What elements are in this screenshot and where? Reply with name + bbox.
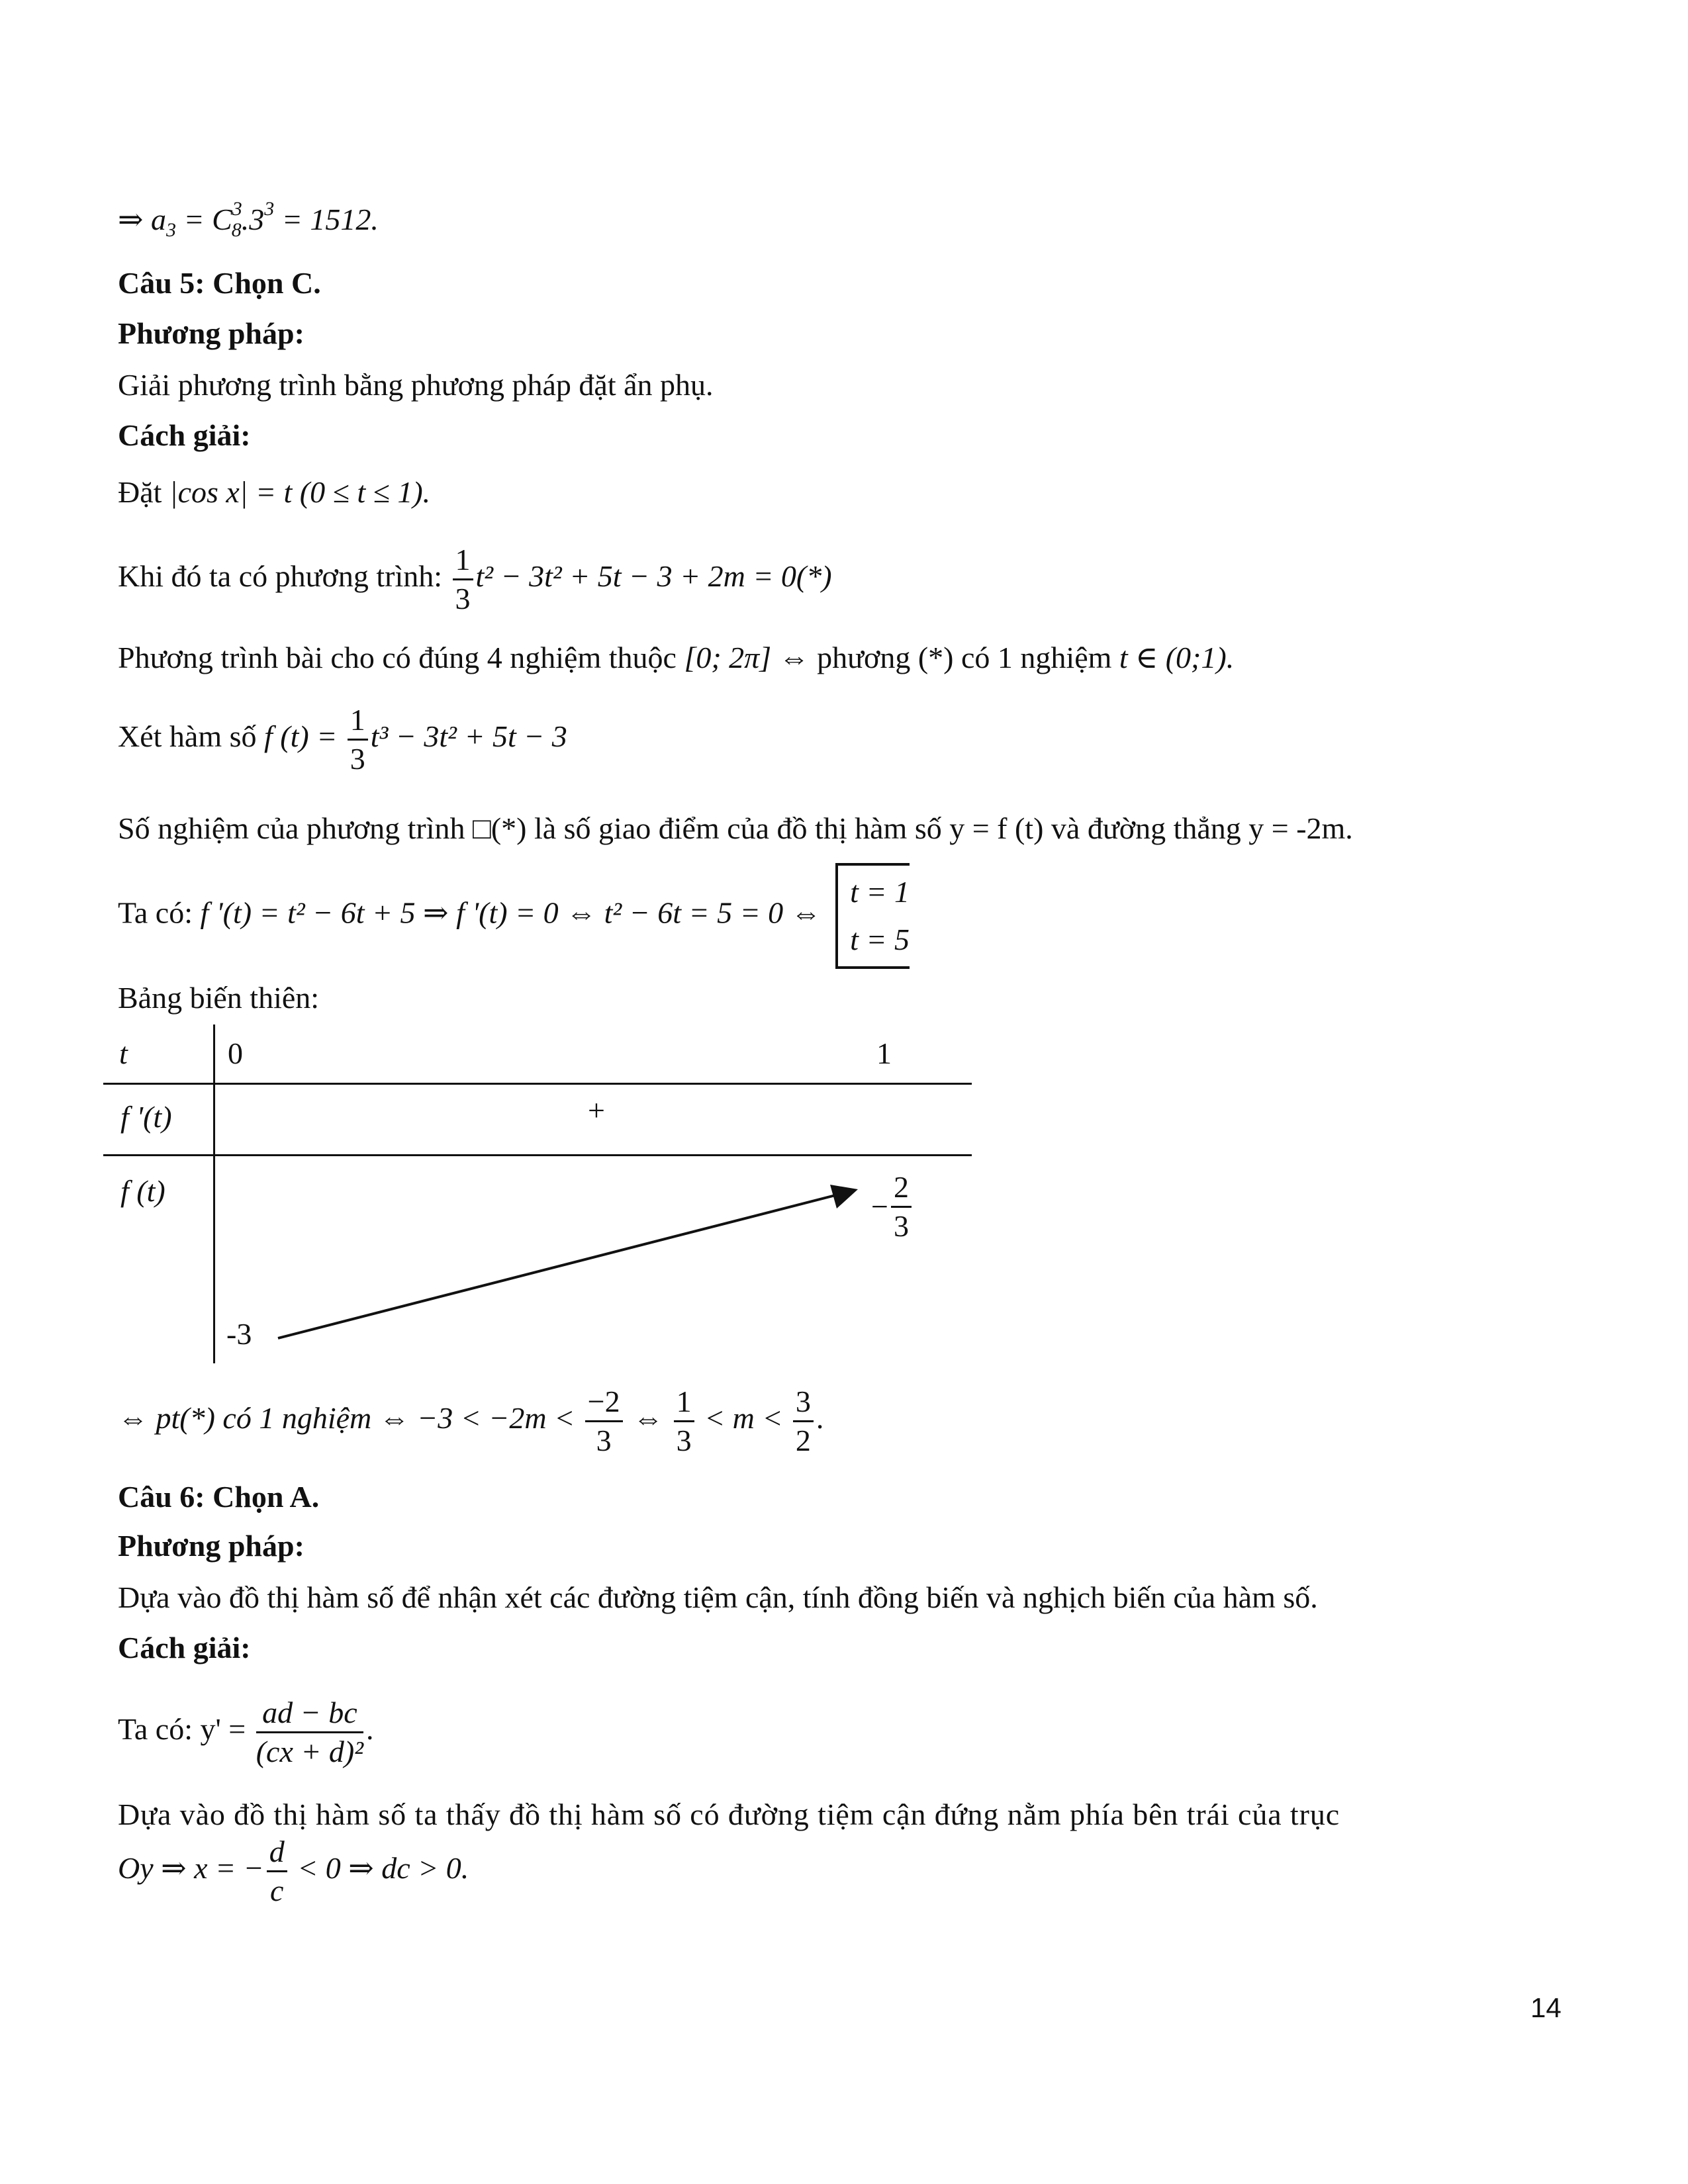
frac-one-third-3 — [674, 1383, 694, 1459]
xet-f: f (t) = — [264, 719, 345, 754]
frac-den: 3 — [676, 1424, 692, 1457]
taco-math: f '(t) = t² − 6t + 5 ⇒ f '(t) = 0 ⇔ t² − 6t = 5 = 0 ⇔ — [200, 895, 821, 930]
frac-den: 3 — [596, 1424, 612, 1457]
concl-b: ⇔ — [625, 1401, 671, 1435]
a3-c-sup: 3 — [232, 198, 242, 220]
xet-label: Xét hàm số — [118, 719, 265, 754]
oy-tail: < 0 ⇒ dc > 0. — [289, 1851, 469, 1886]
dat-math: |cos x| = t (0 ≤ t ≤ 1). — [169, 475, 431, 509]
dat-label: Đặt — [118, 475, 169, 509]
q5-method-heading: Phương pháp: — [118, 316, 305, 350]
frac-num: 1 — [348, 702, 368, 741]
row-f-label: f (t) — [120, 1174, 165, 1208]
songhiem-line: Số nghiệm của phương trình □(*) là số giao điểm của đồ thị hàm số y = f (t) và đường thẳng y = -2m. — [118, 811, 1353, 845]
yprime-line — [118, 1694, 374, 1770]
taco-label: Ta có: — [118, 895, 201, 930]
frac-num: d — [267, 1833, 287, 1872]
frac-den: 2 — [795, 1424, 811, 1457]
t-start: 0 — [228, 1036, 243, 1070]
a3-eq: = C — [176, 203, 232, 236]
ptbai-text: Phương trình bài cho có đúng 4 nghiệm thuộc — [118, 641, 684, 674]
frac-den: 3 — [893, 1209, 909, 1243]
f-start-value: -3 — [226, 1317, 252, 1351]
dua-vao-line: Dựa vào đồ thị hàm số ta thấy đồ thị hàm số có đường tiệm cận đứng nằm phía bên trái của trục — [118, 1797, 1340, 1831]
t-end: 1 — [876, 1036, 892, 1070]
question-5-heading: Câu 5: Chọn C. — [118, 266, 321, 300]
ptbai-interval: [0; 2π] — [684, 641, 772, 674]
frac-num: −2 — [585, 1383, 623, 1422]
a3-text: ⇒ a — [118, 203, 167, 236]
frac-neg2-3 — [585, 1383, 623, 1459]
fprime-sign: + — [588, 1093, 605, 1127]
frac-den: (cx + d)² — [256, 1735, 364, 1768]
frac-num: 2 — [891, 1169, 912, 1208]
concl-c: < m < — [696, 1401, 790, 1435]
frac-yprime — [256, 1694, 363, 1770]
arrow-head — [830, 1185, 858, 1208]
q6-solution-heading: Cách giải: — [118, 1631, 251, 1664]
a3-tail: .3 — [241, 203, 265, 236]
xet-math: t³ − 3t² + 5t − 3 — [370, 719, 567, 754]
q5-solution-heading: Cách giải: — [118, 418, 251, 452]
concl-a: ⇔ pt(*) có 1 nghiệm ⇔ −3 < −2m < — [118, 1401, 583, 1435]
a3-res: = 1512. — [274, 203, 379, 236]
frac-num: 1 — [674, 1383, 694, 1422]
ptbai-t: t ∈ (0;1). — [1119, 641, 1235, 674]
a3-pow: 3 — [264, 198, 275, 220]
question-6-heading: Câu 6: Chọn A. — [118, 1480, 320, 1514]
yprime-label: Ta có: y' = — [118, 1712, 254, 1747]
q6-method-text: Dựa vào đồ thị hàm số để nhận xét các đường tiệm cận, tính đồng biến và nghịch biến của hàm số. — [118, 1580, 1318, 1614]
row-t-label: t — [119, 1036, 128, 1070]
f-end-sign: − — [871, 1189, 888, 1224]
frac-num: 3 — [793, 1383, 814, 1422]
bbt-label: Bảng biến thiên: — [118, 981, 320, 1015]
row-fprime-label: f '(t) — [120, 1100, 172, 1134]
khido-label: Khi đó ta có phương trình: — [118, 559, 450, 594]
q6-method-heading: Phương pháp: — [118, 1529, 305, 1563]
q5-method-text: Giải phương trình bằng phương pháp đặt ẩn phụ. — [118, 368, 714, 402]
page-number: 14 — [1530, 1992, 1562, 2023]
arrow-shaft — [278, 1195, 835, 1338]
frac-den: 3 — [350, 742, 365, 776]
khido-math: t² − 3t² + 5t − 3 + 2m = 0(*) — [475, 559, 832, 594]
a3-c-sub: 8 — [231, 219, 242, 241]
oy-pre: Oy ⇒ x = − — [118, 1851, 264, 1886]
ptbai-mid: ⇔ phương (*) có 1 nghiệm — [771, 641, 1119, 674]
oy-line — [118, 1833, 469, 1909]
frac-num: 1 — [453, 541, 473, 580]
concl-d: . — [816, 1401, 824, 1435]
frac-den: c — [269, 1874, 284, 1907]
system-t5: t = 5 — [850, 923, 910, 956]
system-t1: t = 1 — [850, 875, 910, 909]
frac-num: ad − bc — [256, 1694, 363, 1733]
conclusion-line — [118, 1383, 823, 1459]
frac-d-over-c — [267, 1833, 287, 1909]
a3-sub: 3 — [166, 219, 177, 241]
frac-three-halves — [793, 1383, 814, 1459]
frac-den: 3 — [455, 582, 471, 615]
yprime-tail: . — [366, 1712, 374, 1747]
